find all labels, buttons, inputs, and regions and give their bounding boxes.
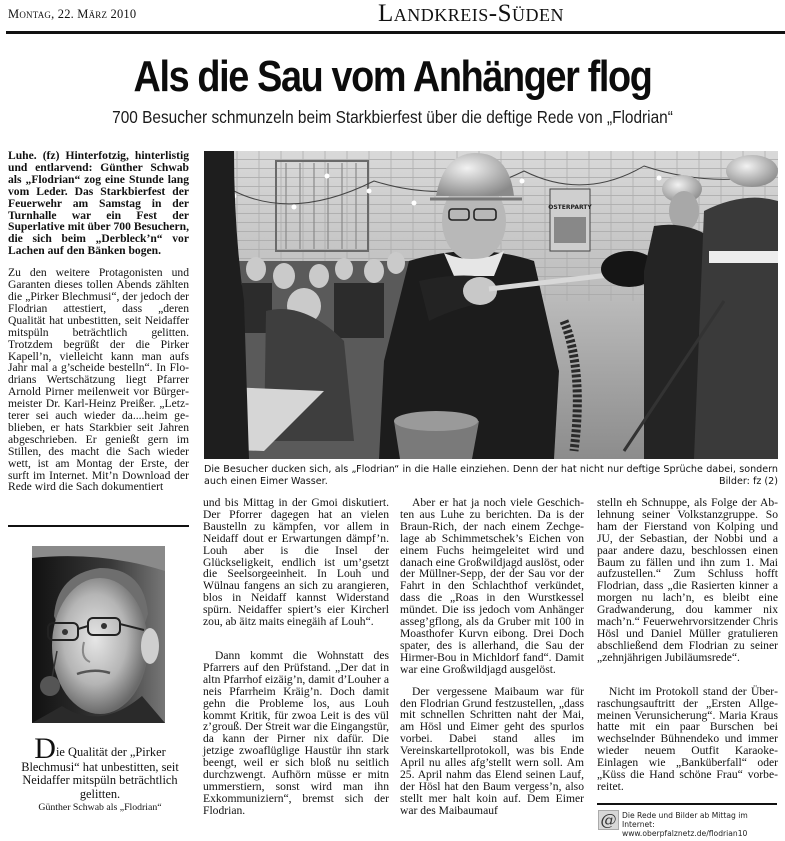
column-3 [400, 497, 584, 817]
body-paragraph: Aber er hat ja noch viele Geschichten aus Luhe zu berichten. Da is der Braun-Rich, der nach einem Zechgelage ab Schimmetschek’s Eichen von einem Fuchs heimgeleitet wird und danach eine Großwildjagd auslöst, oder der Müllner-Sepp, der der Sau vor der Fahrt in den Schlachthof verkündet, dass die „Roas in den Wurstkessel mündet. Die iss jedoch vom Anhänger asseg’gflong, als da Gruber mit 100 in Moasthofer Kurvn eibong. Drei Doch spater, des is allerhand, die Sau der Hirmer-Bou in Michldorf fand“. Damit war eine Großwildjagd ausgelöst. [400, 496, 584, 676]
portrait-image [32, 546, 165, 723]
header-rule [6, 31, 785, 34]
body-paragraph: Der vergessene Maibaum war für den Flodrian Grund festzustellen, „dass mit schnellen Schritten naht der Mai, am Hösl und Eimer geht des spurlos vorbei. Dabei stand alles im Vereinskartellprotokoll, was bis Ende April nu alles afg’stellt wern soll. Am 25. April nahm das Elend seinen Lauf, der Hösl hat den Baum vergess’n, also stellt mer halt koin auf. Dem Eimer war des Maibaumauf [400, 684, 584, 817]
main-photo-image [204, 151, 778, 459]
drop-cap: D [34, 732, 56, 765]
online-note [622, 811, 782, 838]
column-4 [597, 497, 778, 793]
column-2 [203, 497, 389, 817]
online-note-text: Die Rede und Bilder ab Mittag im Internet: [622, 811, 748, 829]
online-note-url[interactable]: www.oberpfalznetz.de/flodrian10 [622, 829, 748, 838]
dateline: Montag, 22. März 2010 [8, 7, 137, 21]
pull-quote-source: Günther Schwab als „Flodrian“ [38, 802, 162, 813]
main-photo [204, 151, 778, 459]
pull-quote [20, 732, 180, 801]
lead-paragraph: Luhe. (fz) Hinterfotzig, hinterlistig und entlarvend: Günther Schwab als „Flodrian“ zog eine Stunde lang vom Leder. Das Starkbierfest der Feuerwehr am Samstag in der Turnhalle war ein Fest der Superlative mit über 700 Besuchern, die sich beim „Derbleck’n“ vor Lachen auf den Bänken bogen. [8, 149, 189, 258]
caption-text: Die Besucher ducken sich, als „Flodrian“ in die Halle einziehen. Denn der hat nicht nur deftige Sprüche dabei, sondern auch einen Eimer Wasser. [204, 464, 778, 487]
photo-credit: Bilder: fz (2) [718, 476, 778, 487]
subheadline: 700 Besucher schmunzeln beim Starkbierfest über die deftige Rede von „Flodrian“ [112, 107, 673, 127]
section-title: Landkreis-Süden [378, 0, 564, 27]
column-divider-rule [8, 525, 189, 527]
body-paragraph: stelln eh Schnuppe, als Folge der Ablehnung seiner Volkstanzgruppe. So ham der Fierstand von Kolping und JU, der Sebastian, der Nobbi und a paar andere dazu, beschlossen einen Baum zu fällen und ihn zum 1. Mai aufzustellen.“ Zum Schluss hofft Flodrian, dass „die Rasierten kinner a morgen nu lach’n, es bleibt eine Gradwanderung, dou kammer nix mach’n.“ Feuerwehrvorsitzender Chris Hösl und Daniel Müller gratulieren abschließend dem Flodrian zu seiner „zehnjährigen Jubiläumsrede“. [597, 496, 778, 664]
online-note-rule [597, 803, 777, 805]
body-paragraph: und bis Mittag in der Gmoi diskutiert. Der Pforrer dagegen hat an vielen Baustelln zu kämpfen, vor allem in Neidaff dout er Erwartungen dämpf’n. Louh aber is die Insel der Glückseligkeit, endlich ist um’gsetzt die Seelsorgeeinheit. In Louh und Wülnau fangens an sich zu arangieren, blos in Neidaff kannst Widerstand spürn. Neidaffer spiert’s eier Kircherl zou, ab äitz maits einegäih af Louh“. [203, 496, 389, 629]
column-1 [8, 150, 189, 493]
photo-caption [204, 464, 778, 488]
portrait-photo [32, 546, 165, 723]
body-paragraph: Zu den weitere Protagonisten und Garanten dieses tollen Abends zählten die „Pirker Blechmusi“, der jedoch der Flodrian attestiert, dass „deren Qualität hat unbestitten, seit Neidaffer mitspüln beträchtlich gelitten. Trotzdem begrüßt der die Pirker Kapell’n, vielleicht kann man aufs Jahr mal a g’scheide bestelln“. In Flodrians Wertschätzung liegt Pfarrer Arnold Pirner meilenweit vor Bürgermeister Dr. Karl-Heinz Preißer. „Letzterer sei auch wieder da....heim geblieben, er hats Starkbier seit Jahren abgeschrieben. Er genießt gern im Stillen, des macht die Sach wieder wett, ist am Montag der Erste, der surft im Internet. Mit’n Download der Rede wird die Sach dokumentiert [8, 266, 189, 494]
body-paragraph: Nicht im Protokoll stand der Überraschungsauftritt der „Ersten Allgemeinen Verunsicherung“. Maria Kraus hatte mit ein paar Burschen bei wechselnder Bühnendeko und immer wieder neuem Outfit Karaoke-Einlagen wie „Banküberfall“ oder „Küss die Hand schöne Frau“ vorbereitet. [597, 684, 778, 793]
poster-text: OSTERPARTY [548, 204, 592, 211]
body-paragraph: Dann kommt die Wohnstatt des Pfarrers auf den Prüfstand. „Der dat in altn Pfarrhof eizäig’n, damit d’Louher a neis Pfarrheim Kräig’n. Doch damit gehn die Probleme los, aus Louh kommt Kritik, für zwoa Leit is des vül z’grouß. Der Streit war die Eingangstür, da kann der Pirner nix dafür. Die jetzige zwoaflüglige Haustür ihn stark beengt, weil er sich bloß nu seitlich durchzwengt. Aufhörn müsse er mitn ummerstiern, sonst wird man ihn Exkommuniziern“, bremst sich der Flodrian. [203, 648, 389, 817]
headline: Als die Sau vom Anhänger flog [133, 52, 652, 101]
pull-quote-text: ie Qualität der „Pirker Blechmusi“ hat unbestitten, seit Neidaffer mitspüln beträchtlich gelitten. [21, 745, 179, 801]
at-icon: @ [598, 810, 619, 830]
